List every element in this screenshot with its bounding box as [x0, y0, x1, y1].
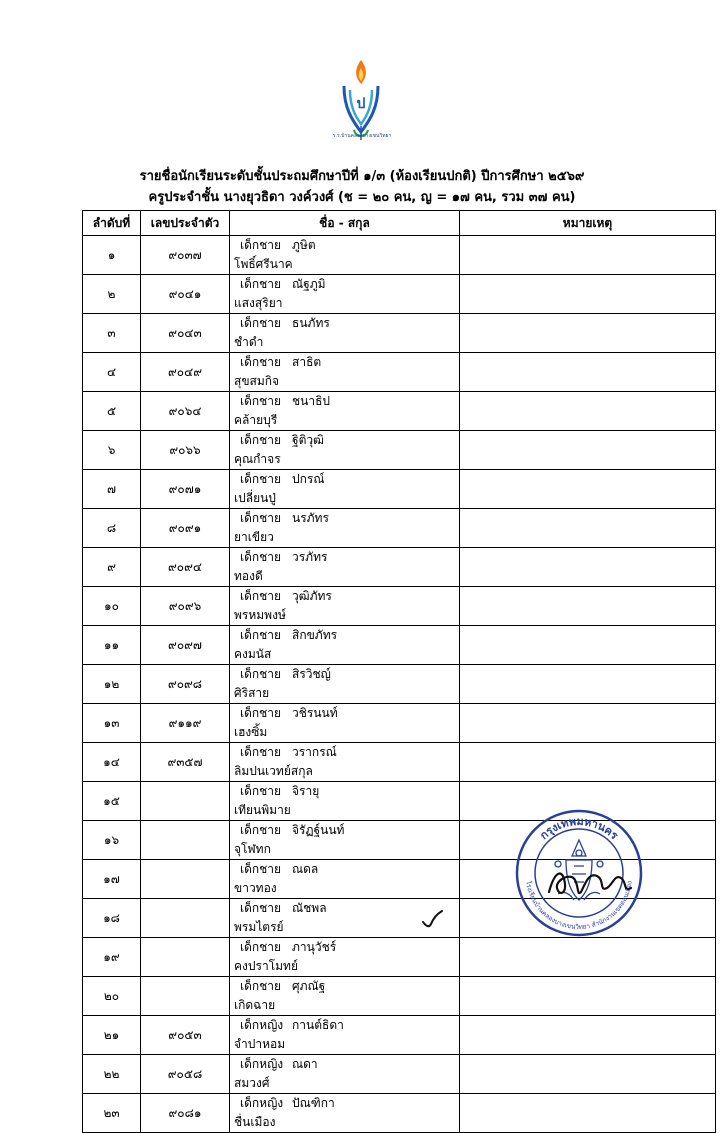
student-name: [230, 704, 460, 743]
first-name: ปัณฑิกา: [292, 1096, 335, 1110]
student-id: [141, 821, 230, 860]
table-row: [83, 977, 716, 1016]
row-number: ๒๑: [83, 1016, 141, 1055]
first-name: สาธิต: [292, 355, 322, 369]
last-name: เทียนพิมาย: [234, 803, 291, 817]
note: [460, 1016, 716, 1055]
name-prefix: เด็กชาย: [240, 628, 282, 642]
last-name: สุขสมกิจ: [234, 374, 280, 388]
student-name: [230, 353, 460, 392]
row-number: ๑: [83, 236, 141, 275]
note: [460, 275, 716, 314]
name-prefix: เด็กชาย: [240, 862, 282, 876]
first-name: นรภัทร: [292, 511, 329, 525]
student-id: ๙๐๙๗: [141, 626, 230, 665]
first-name: สิรวิชญ์: [292, 667, 331, 681]
last-name: คล้ายบุรี: [234, 413, 278, 427]
last-name: จำปาหอม: [234, 1037, 286, 1051]
table-row: [83, 665, 716, 704]
name-prefix: เด็กชาย: [240, 940, 282, 954]
student-id: ๙๐๗๑: [141, 470, 230, 509]
table-header-row: [83, 211, 716, 236]
row-number: ๑๗: [83, 860, 141, 899]
last-name: จุโฬทก: [234, 842, 271, 856]
first-name: ณัฐภูมิ: [292, 277, 326, 291]
name-prefix: เด็กชาย: [240, 355, 282, 369]
name-prefix: เด็กชาย: [240, 745, 282, 759]
name-prefix: เด็กชาย: [240, 784, 282, 798]
first-name: สิกขภัทร: [292, 628, 338, 642]
name-prefix: เด็กชาย: [240, 394, 282, 408]
svg-text:ป: ป: [356, 96, 366, 112]
note: [460, 470, 716, 509]
student-name: [230, 782, 460, 821]
first-name: ณดา: [292, 1057, 318, 1071]
name-prefix: เด็กชาย: [240, 667, 282, 681]
note: [460, 392, 716, 431]
student-name: [230, 275, 460, 314]
first-name: ชนาธิป: [292, 394, 331, 408]
table-row: [83, 1094, 716, 1133]
last-name: สมวงศ์: [234, 1076, 270, 1090]
note: [460, 236, 716, 275]
student-name: [230, 236, 460, 275]
student-name: [230, 743, 460, 782]
row-number: ๗: [83, 470, 141, 509]
student-id: ๙๐๘๑: [141, 1094, 230, 1133]
note: [460, 626, 716, 665]
student-id: ๙๐๔๑: [141, 275, 230, 314]
student-name: [230, 1016, 460, 1055]
first-name: จิรายุ: [292, 784, 320, 798]
student-name: [230, 470, 460, 509]
name-prefix: เด็กชาย: [240, 979, 282, 993]
first-name: กานต์ธิดา: [292, 1018, 344, 1032]
note: [460, 509, 716, 548]
row-number: ๖: [83, 431, 141, 470]
stamp-bottom-text: โรงเรียนบ้านคลองบางเขนวิทยา สำนักงานเขตดอนเมือง: [524, 880, 634, 932]
student-id: ๙๐๔๙: [141, 353, 230, 392]
name-prefix: เด็กชาย: [240, 472, 282, 486]
student-id: [141, 860, 230, 899]
last-name: ทองดี: [234, 569, 263, 583]
note: [460, 431, 716, 470]
document-subtitle: ครูประจำชั้น นางยุวธิดา วงค์วงศ์ (ช = ๒๐ คน, ญ = ๑๗ คน, รวม ๓๗ คน): [148, 190, 576, 205]
table-row: [83, 275, 716, 314]
student-id: ๙๐๙๔: [141, 548, 230, 587]
table-row: [83, 743, 716, 782]
student-id: ๙๐๕๓: [141, 1016, 230, 1055]
student-name: [230, 1055, 460, 1094]
first-name: วุฒิภัทร: [292, 589, 332, 603]
last-name: พรหมพงษ์: [234, 608, 286, 622]
table-row: [83, 431, 716, 470]
student-id: ๙๓๕๗: [141, 743, 230, 782]
student-id: ๙๐๙๑: [141, 509, 230, 548]
table-row: [83, 509, 716, 548]
column-header-student-id: เลขประจำตัว: [141, 211, 230, 236]
note: [460, 938, 716, 977]
name-prefix: เด็กชาย: [240, 901, 282, 915]
check-mark-icon: [420, 908, 444, 930]
last-name: เปลี่ยนปู่: [234, 491, 276, 505]
table-row: [83, 548, 716, 587]
last-name: ลิมปนเวทย์สกุล: [234, 764, 313, 778]
name-prefix: เด็กชาย: [240, 823, 282, 837]
name-prefix: เด็กชาย: [240, 550, 282, 564]
student-name: [230, 821, 460, 860]
student-id: ๙๐๔๓: [141, 314, 230, 353]
student-id: [141, 899, 230, 938]
student-name: [230, 860, 460, 899]
note: [460, 665, 716, 704]
column-header-number: ลำดับที่: [83, 211, 141, 236]
student-id: ๙๐๕๘: [141, 1055, 230, 1094]
row-number: ๑๖: [83, 821, 141, 860]
table-row: [83, 392, 716, 431]
first-name: วชิรนนท์: [292, 706, 338, 720]
first-name: ธนภัทร: [292, 316, 330, 330]
last-name: คุณกำจร: [234, 452, 281, 466]
student-roster-table: [82, 210, 716, 1133]
last-name: ศิริสาย: [234, 686, 270, 700]
table-row: [83, 938, 716, 977]
row-number: ๓: [83, 314, 141, 353]
student-name: [230, 587, 460, 626]
name-prefix: เด็กหญิง: [240, 1057, 284, 1071]
first-name: ณดล: [292, 862, 319, 876]
row-number: ๑๓: [83, 704, 141, 743]
name-prefix: เด็กชาย: [240, 433, 282, 447]
row-number: ๑๘: [83, 899, 141, 938]
note: [460, 1094, 716, 1133]
table-row: [83, 587, 716, 626]
name-prefix: เด็กชาย: [240, 706, 282, 720]
first-name: ศุภณัฐ: [292, 979, 326, 993]
name-prefix: เด็กชาย: [240, 511, 282, 525]
row-number: ๕: [83, 392, 141, 431]
name-prefix: เด็กหญิง: [240, 1096, 284, 1110]
table-row: [83, 353, 716, 392]
student-id: [141, 977, 230, 1016]
last-name: ชำดำ: [234, 335, 264, 349]
student-name: [230, 431, 460, 470]
student-id: ๙๑๑๙: [141, 704, 230, 743]
name-prefix: เด็กชาย: [240, 277, 282, 291]
signature-mark: [545, 862, 635, 902]
table-row: [83, 704, 716, 743]
row-number: ๒๓: [83, 1094, 141, 1133]
table-row: [83, 236, 716, 275]
student-id: [141, 782, 230, 821]
last-name: โพธิ์ศรีนาค: [234, 257, 293, 271]
last-name: พรมไตรย์: [234, 920, 284, 934]
row-number: ๔: [83, 353, 141, 392]
student-name: [230, 392, 460, 431]
row-number: ๑๒: [83, 665, 141, 704]
name-prefix: เด็กชาย: [240, 238, 282, 252]
student-id: ๙๐๙๖: [141, 587, 230, 626]
first-name: ภูษิต: [292, 238, 316, 252]
row-number: ๒: [83, 275, 141, 314]
column-header-note: หมายเหตุ: [460, 211, 716, 236]
student-name: [230, 665, 460, 704]
student-name: [230, 314, 460, 353]
last-name: ยาเขียว: [234, 530, 274, 544]
row-number: ๑๕: [83, 782, 141, 821]
note: [460, 314, 716, 353]
last-name: ขาวทอง: [234, 881, 277, 895]
note: [460, 704, 716, 743]
student-id: ๙๐๖๖: [141, 431, 230, 470]
student-id: ๙๐๙๘: [141, 665, 230, 704]
row-number: ๑๑: [83, 626, 141, 665]
student-name: [230, 977, 460, 1016]
column-header-name: ชื่อ - สกุล: [230, 211, 460, 236]
row-number: ๑๐: [83, 587, 141, 626]
note: [460, 977, 716, 1016]
stamp-top-text: กรุงเทพมหานคร: [537, 814, 621, 843]
name-prefix: เด็กชาย: [240, 589, 282, 603]
last-name: คงปราโมทย์: [234, 959, 298, 973]
table-row: [83, 470, 716, 509]
note: [460, 743, 716, 782]
note: [460, 353, 716, 392]
student-name: [230, 1094, 460, 1133]
row-number: ๑๔: [83, 743, 141, 782]
last-name: เฮงซิ้ม: [234, 725, 268, 739]
last-name: แสงสุริยา: [234, 296, 283, 310]
first-name: ฐิติวุฒิ: [292, 433, 324, 447]
table-row: [83, 314, 716, 353]
last-name: คงมนัส: [234, 647, 272, 661]
table-row: [83, 626, 716, 665]
row-number: ๑๙: [83, 938, 141, 977]
row-number: ๙: [83, 548, 141, 587]
first-name: ณัชพล: [292, 901, 327, 915]
first-name: ภานุวัชร์: [292, 940, 337, 954]
student-name: [230, 548, 460, 587]
note: [460, 587, 716, 626]
first-name: จิรัฏฐ์นนท์: [292, 823, 345, 837]
note: [460, 548, 716, 587]
student-name: [230, 626, 460, 665]
last-name: ชื่นเมือง: [234, 1115, 276, 1129]
student-id: ๙๐๓๗: [141, 236, 230, 275]
row-number: ๘: [83, 509, 141, 548]
logo-caption: ร.ร.บ้านคลองบางเขนวิทยา: [332, 133, 392, 139]
table-row: [83, 1055, 716, 1094]
student-id: ๙๐๖๔: [141, 392, 230, 431]
table-row: [83, 1016, 716, 1055]
note: [460, 1055, 716, 1094]
first-name: วรภัทร: [292, 550, 328, 564]
first-name: วรากรณ์: [292, 745, 337, 759]
student-name: [230, 938, 460, 977]
last-name: เกิดฉาย: [234, 998, 276, 1012]
row-number: ๒๒: [83, 1055, 141, 1094]
student-id: [141, 938, 230, 977]
student-name: [230, 509, 460, 548]
first-name: ปกรณ์: [292, 472, 325, 486]
document-title: รายชื่อนักเรียนระดับชั้นประถมศึกษาปีที่ ๑/๓ (ห้องเรียนปกติ) ปีการศึกษา ๒๕๖๙: [139, 169, 585, 184]
row-number: ๒๐: [83, 977, 141, 1016]
name-prefix: เด็กหญิง: [240, 1018, 284, 1032]
name-prefix: เด็กชาย: [240, 316, 282, 330]
